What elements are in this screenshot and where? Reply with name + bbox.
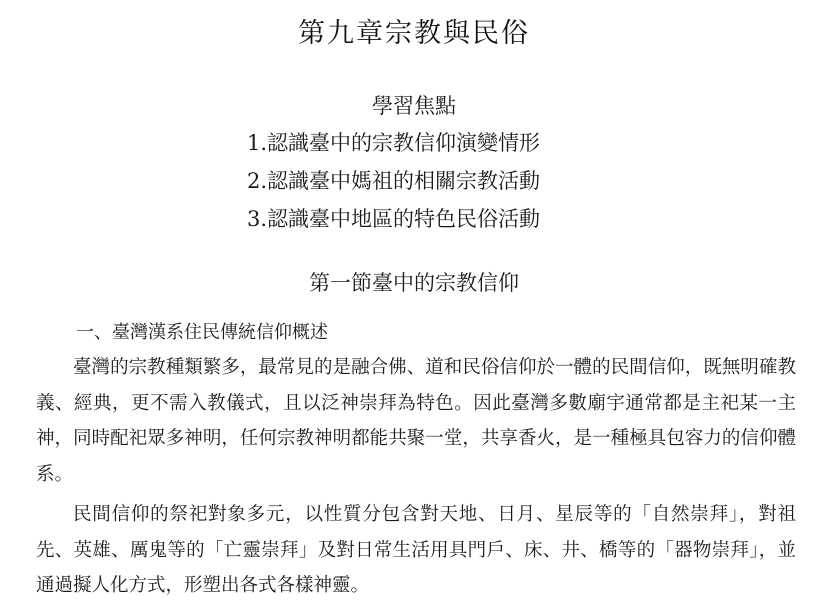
section-title: 第一節臺中的宗教信仰 xyxy=(309,271,519,295)
subsection-title: 一、臺灣漢系住民傳統信仰概述 xyxy=(76,322,328,343)
chapter-title: 第九章宗教與民俗 xyxy=(298,18,530,49)
learning-focus-heading: 學習焦點 xyxy=(372,94,456,118)
learning-focus-item: 3.認識臺中地區的特色民俗活動 xyxy=(247,207,541,231)
body-paragraph: 臺灣的宗教種類繁多，最常見的是融合佛、道和民俗信仰於一體的民間信仰，既無明確教義、經典，更不需入教儀式，且以泛神崇拜為特色。因此臺灣多數廟宇通常都是主祀某一主神，同時配祀眾多神明，任何宗教神明都能共聚一堂，共享香火，是一種極具包容力的信仰體系。 xyxy=(36,357,796,485)
learning-focus-item: 2.認識臺中媽祖的相關宗教活動 xyxy=(247,169,541,193)
body-paragraph: 民間信仰的祭祀對象多元，以性質分包含對天地、日月、星辰等的「自然崇拜」，對祖先、英雄、厲鬼等的「亡靈崇拜」及對日常生活用具門戶、床、井、橋等的「器物崇拜」，並通過擬人化方式，形塑出各式各樣神靈。 xyxy=(36,504,796,596)
learning-focus-list xyxy=(247,124,540,238)
learning-focus-item: 1.認識臺中的宗教信仰演變情形 xyxy=(247,131,541,155)
